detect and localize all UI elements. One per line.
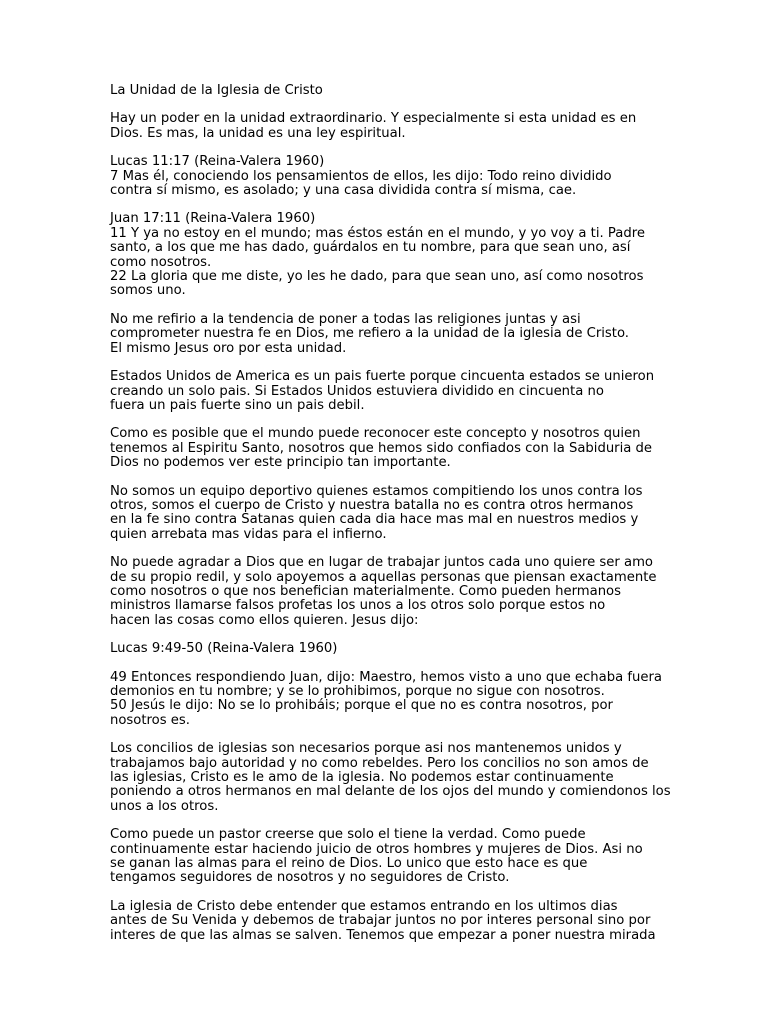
- text-line: contra sí mismo, es asolado; y una casa dividida contra sí misma, cae.: [110, 183, 577, 199]
- text-line: 22 La gloria que me diste, yo les he dado, para que sean uno, así como nosotros: [110, 269, 644, 285]
- text-line: en la fe sino contra Satanas quien cada dia hace mas mal en nuestros medios y: [110, 512, 639, 528]
- text-line: Lucas 9:49-50 (Reina-Valera 1960): [110, 641, 338, 657]
- text-line: como nosotros o que nos benefician materialmente. Como pueden hermanos: [110, 583, 621, 599]
- paragraph: [110, 671, 670, 729]
- text-line: Juan 17:11 (Reina-Valera 1960): [110, 211, 316, 227]
- text-line: fuera un pais fuerte sino un pais debil.: [110, 397, 365, 413]
- paragraph: [110, 155, 670, 198]
- text-line: somos uno.: [110, 283, 186, 299]
- text-line: interes de que las almas se salven. Tenemos que empezar a poner nuestra mirada: [110, 927, 656, 943]
- text-line: otros, somos el cuerpo de Cristo y nuestra batalla no es contra otros hermanos: [110, 497, 634, 513]
- text-line: como nosotros.: [110, 254, 212, 270]
- paragraph: [110, 556, 670, 628]
- text-line: No somos un equipo deportivo quienes estamos compitiendo los unos contra los: [110, 483, 643, 499]
- paragraph: [110, 112, 670, 141]
- text-line: poniendo a otros hermanos en mal delante de los ojos del mundo y comiendonos los: [110, 784, 671, 800]
- text-line: hacen las cosas como ellos quieren. Jesus dijo:: [110, 612, 419, 628]
- text-line: El mismo Jesus oro por esta unidad.: [110, 340, 347, 356]
- text-line: Como es posible que el mundo puede reconocer este concepto y nosotros quien: [110, 426, 641, 442]
- paragraph: [110, 900, 670, 943]
- document-title: La Unidad de la Iglesia de Cristo: [110, 83, 323, 98]
- text-line: 49 Entonces respondiendo Juan, dijo: Maestro, hemos visto a uno que echaba fuera: [110, 669, 662, 685]
- text-line: se ganan las almas para el reino de Dios. Lo unico que esto hace es que: [110, 856, 588, 872]
- text-line: Dios. Es mas, la unidad es una ley espiritual.: [110, 125, 406, 141]
- text-line: santo, a los que me has dado, guárdalos en tu nombre, para que sean uno, así: [110, 240, 631, 256]
- paragraph: [110, 427, 670, 470]
- text-line: Lucas 11:17 (Reina-Valera 1960): [110, 154, 325, 170]
- text-line: 50 Jesús le dijo: No se lo prohibáis; porque el que no es contra nosotros, por: [110, 698, 613, 714]
- text-line: Dios no podemos ver este principio tan importante.: [110, 455, 451, 471]
- text-line: Los concilios de iglesias son necesarios porque asi nos mantenemos unidos y: [110, 741, 622, 757]
- text-line: quien arrebata mas vidas para el infierno.: [110, 526, 387, 542]
- text-line: Hay un poder en la unidad extraordinario. Y especialmente si esta unidad es en: [110, 111, 637, 127]
- document-page: [110, 84, 670, 957]
- paragraph: [110, 642, 670, 656]
- text-line: 11 Y ya no estoy en el mundo; mas éstos están en el mundo, y yo voy a ti. Padre: [110, 225, 645, 241]
- text-line: No puede agradar a Dios que en lugar de trabajar juntos cada uno quiere ser amo: [110, 555, 654, 571]
- text-line: trabajamos bajo autoridad y no como rebeldes. Pero los concilios no son amos de: [110, 755, 649, 771]
- text-line: tenemos al Espiritu Santo, nosotros que hemos sido confiados con la Sabiduria de: [110, 440, 653, 456]
- text-line: comprometer nuestra fe en Dios, me refiero a la unidad de la iglesia de Cristo.: [110, 326, 629, 342]
- paragraph: [110, 485, 670, 543]
- text-line: demonios en tu nombre; y se lo prohibimos, porque no sigue con nosotros.: [110, 684, 605, 699]
- text-line: las iglesias, Cristo es le amo de la iglesia. No podemos estar continuamente: [110, 770, 614, 786]
- text-line: 7 Mas él, conociendo los pensamientos de ellos, les dijo: Todo reino dividido: [110, 168, 612, 184]
- paragraph: [110, 313, 670, 356]
- text-line: creando un solo pais. Si Estados Unidos estuviera dividido en cincuenta no: [110, 383, 604, 399]
- text-line: de su propio redil, y solo apoyemos a aquellas personas que piensan exactamente: [110, 569, 657, 585]
- paragraph: [110, 370, 670, 413]
- text-line: La iglesia de Cristo debe entender que estamos entrando en los ultimos dias: [110, 898, 618, 914]
- paragraph: [110, 742, 670, 814]
- text-line: unos a los otros.: [110, 798, 219, 814]
- paragraph: [110, 212, 670, 298]
- text-line: No me refirio a la tendencia de poner a todas las religiones juntas y asi: [110, 311, 581, 327]
- document-body: [110, 112, 670, 943]
- paragraph: [110, 828, 670, 886]
- text-line: antes de Su Venida y debemos de trabajar juntos no por interes personal sino por: [110, 913, 651, 929]
- text-line: tengamos seguidores de nosotros y no seguidores de Cristo.: [110, 870, 510, 886]
- text-line: Como puede un pastor creerse que solo el tiene la verdad. Como puede: [110, 827, 586, 843]
- text-line: ministros llamarse falsos profetas los unos a los otros solo porque estos no: [110, 598, 606, 614]
- text-line: continuamente estar haciendo juicio de otros hombres y mujeres de Dios. Asi no: [110, 841, 643, 857]
- text-line: Estados Unidos de America es un pais fuerte porque cincuenta estados se unieron: [110, 369, 655, 385]
- text-line: nosotros es.: [110, 712, 190, 728]
